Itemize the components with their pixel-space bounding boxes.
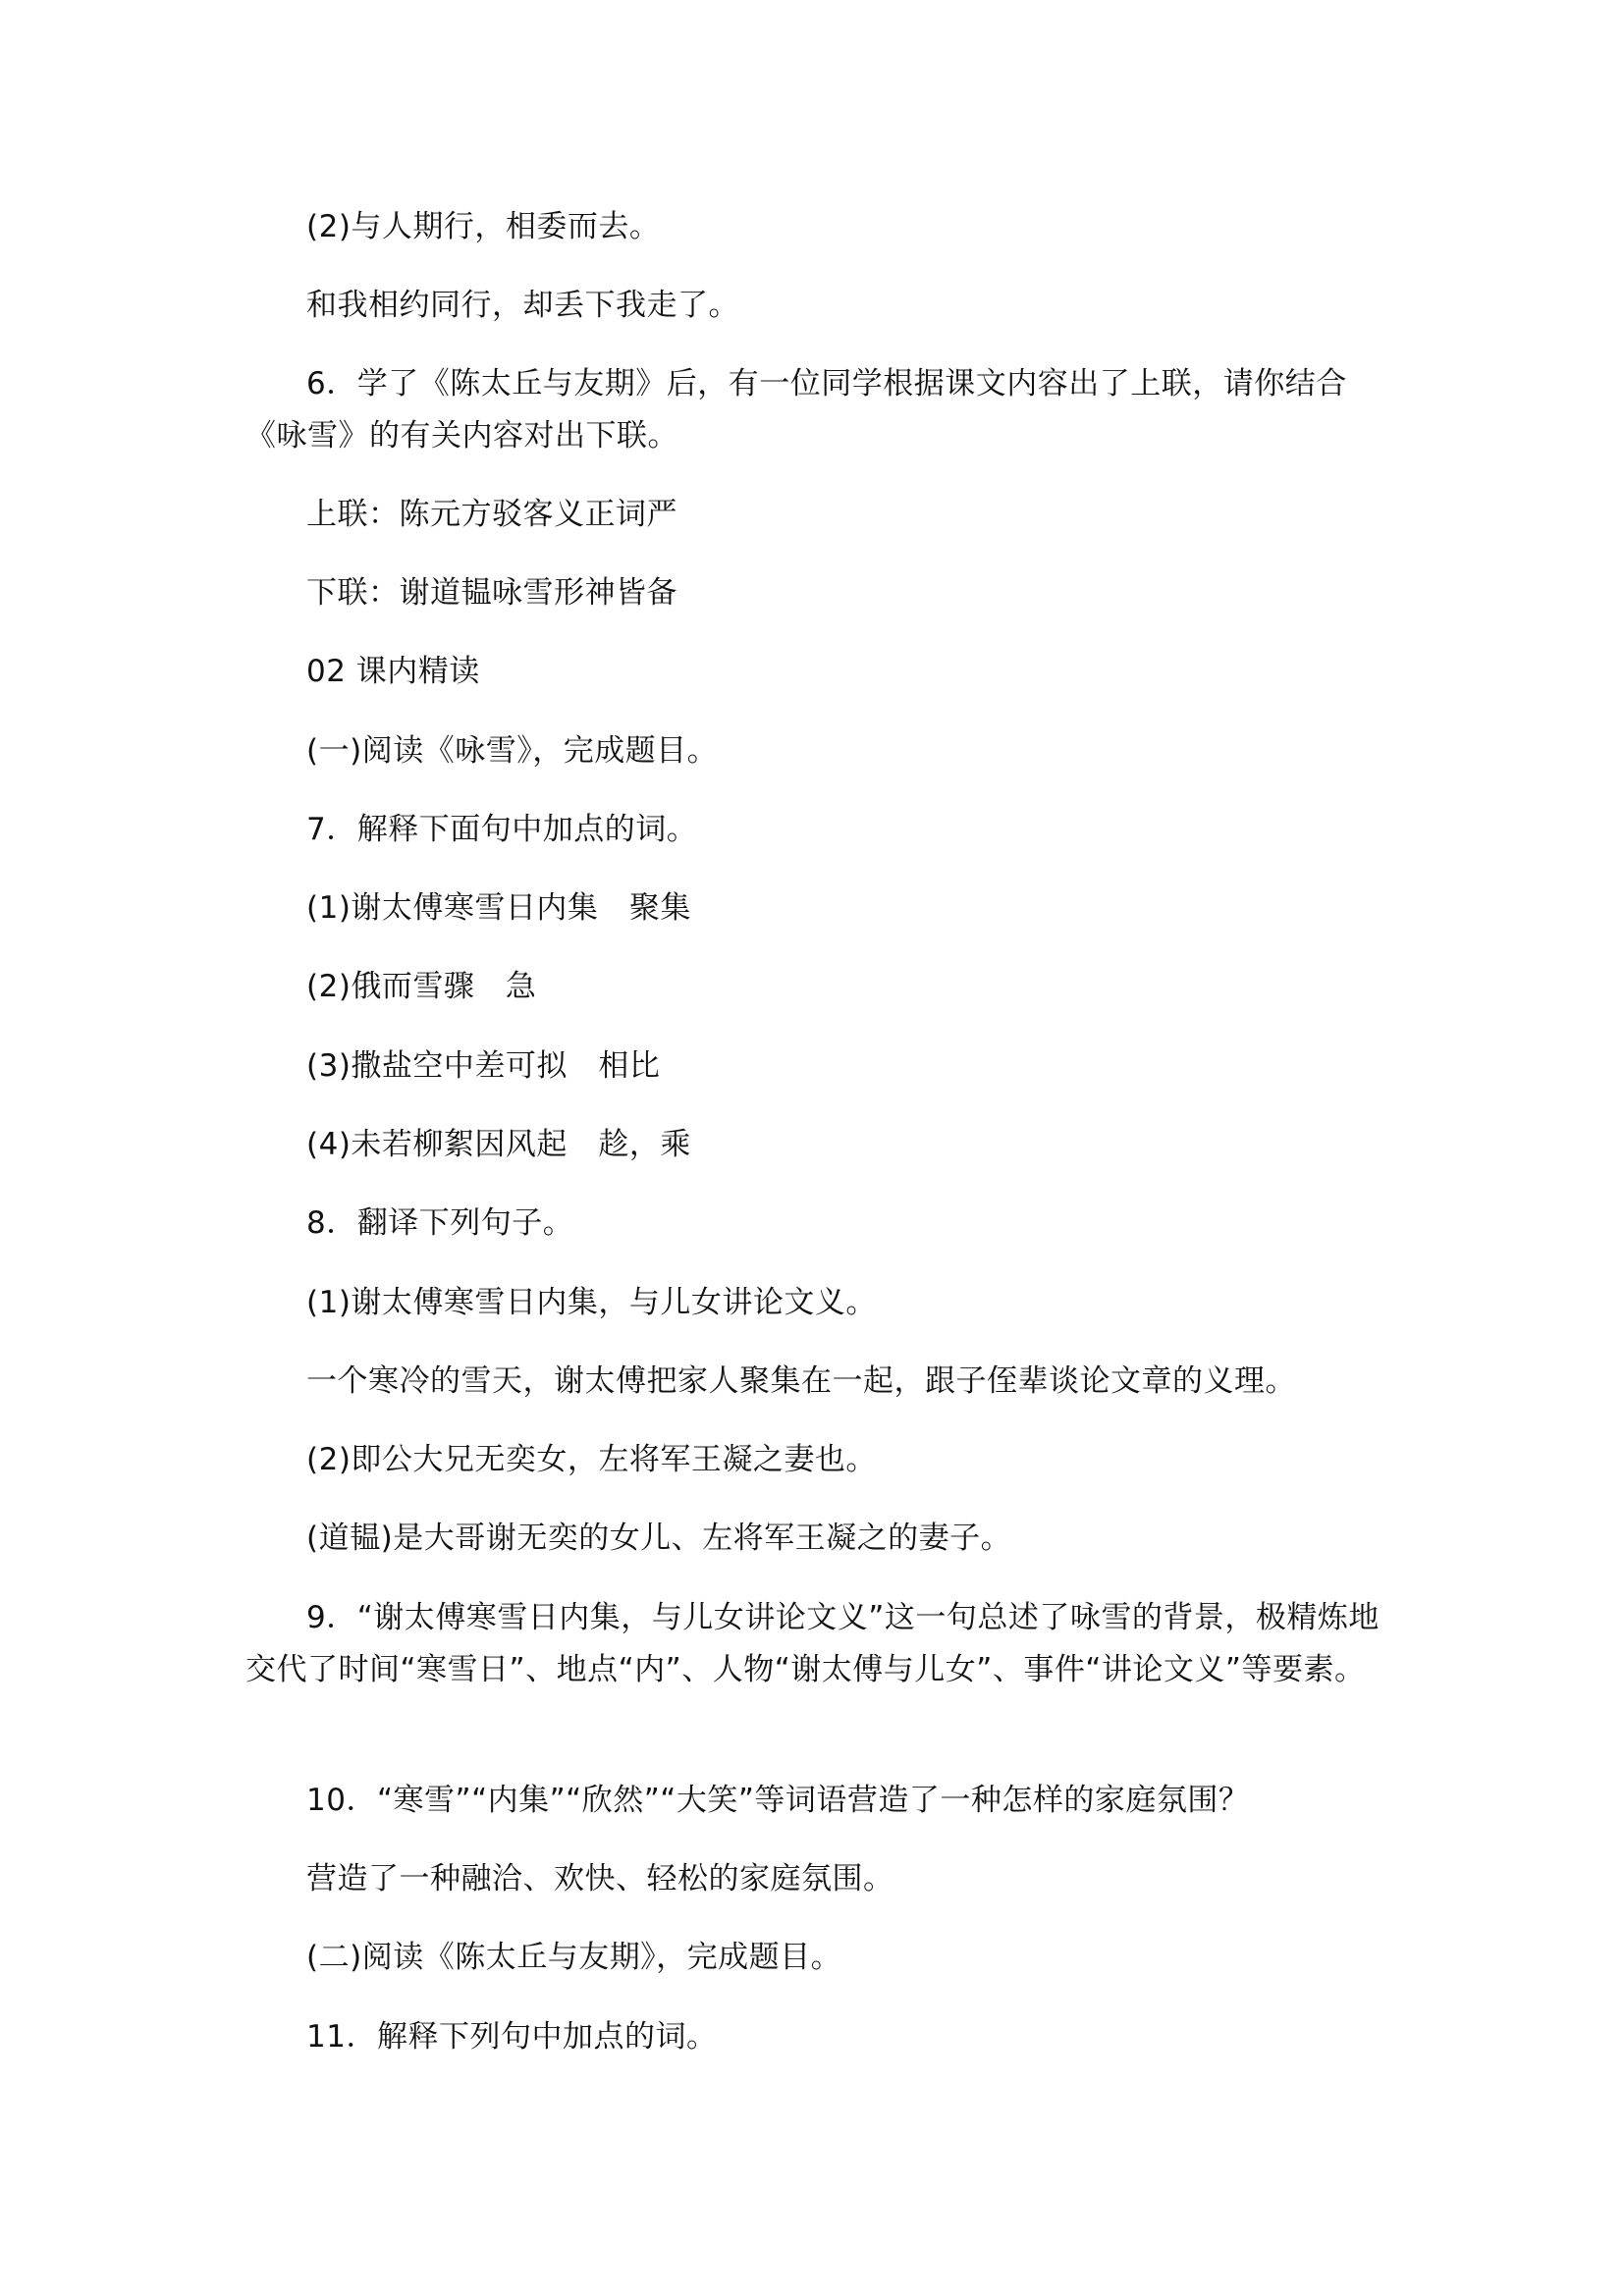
text-line: (2)与人期行，相委而去。 bbox=[306, 209, 661, 244]
question-10: 10．“寒雪”“内集”“欣然”“大笑”等词语营造了一种怎样的家庭氛围？ bbox=[306, 1783, 1250, 1818]
text-line: 一个寒冷的雪天，谢太傅把家人聚集在一起，跟子侄辈谈论文章的义理。 bbox=[306, 1363, 1296, 1399]
section-heading: 02 课内精读 bbox=[306, 654, 480, 689]
text-line: (一)阅读《咏雪》，完成题目。 bbox=[306, 733, 719, 769]
text-line: (4)未若柳絮因风起 趁，乘 bbox=[306, 1127, 691, 1162]
question-7: 7．解释下面句中加点的词。 bbox=[306, 812, 698, 847]
text-line: 营造了一种融洽、欢快、轻松的家庭氛围。 bbox=[306, 1861, 894, 1896]
text-line: (1)谢太傅寒雪日内集 聚集 bbox=[306, 890, 691, 926]
text-line: (1)谢太傅寒雪日内集，与儿女讲论文义。 bbox=[306, 1285, 877, 1320]
text-line: (2)即公大兄无奕女，左将军王凝之妻也。 bbox=[306, 1442, 877, 1477]
question-8: 8．翻译下列句子。 bbox=[306, 1205, 574, 1241]
text-line: (2)俄而雪骤 急 bbox=[306, 969, 537, 1004]
question-11: 11．解释下列句中加点的词。 bbox=[306, 2019, 718, 2055]
text-line: 和我相约同行，却丢下我走了。 bbox=[306, 288, 739, 323]
question-6: 6．学了《陈太丘与友期》后，有一位同学根据课文内容出了上联，请你结合《咏雪》的有关内容对出下联。 bbox=[245, 366, 1347, 454]
text-line: (3)撒盐空中差可拟 相比 bbox=[306, 1048, 661, 1084]
text-line: (二)阅读《陈太丘与友期》，完成题目。 bbox=[306, 1940, 842, 1975]
text-line: 上联：陈元方驳客义正词严 bbox=[306, 497, 677, 532]
question-9: 9．“谢太傅寒雪日内集，与儿女讲论文义”这一句总述了咏雪的背景，极精炼地交代了时间“寒雪日”、地点“内”、人物“谢太傅与儿女”、事件“讲论文义”等要素。 bbox=[245, 1600, 1380, 1687]
text-line: 下联：谢道韫咏雪形神皆备 bbox=[306, 575, 677, 611]
text-line: (道韫)是大哥谢无奕的女儿、左将军王凝之的妻子。 bbox=[306, 1521, 1012, 1556]
